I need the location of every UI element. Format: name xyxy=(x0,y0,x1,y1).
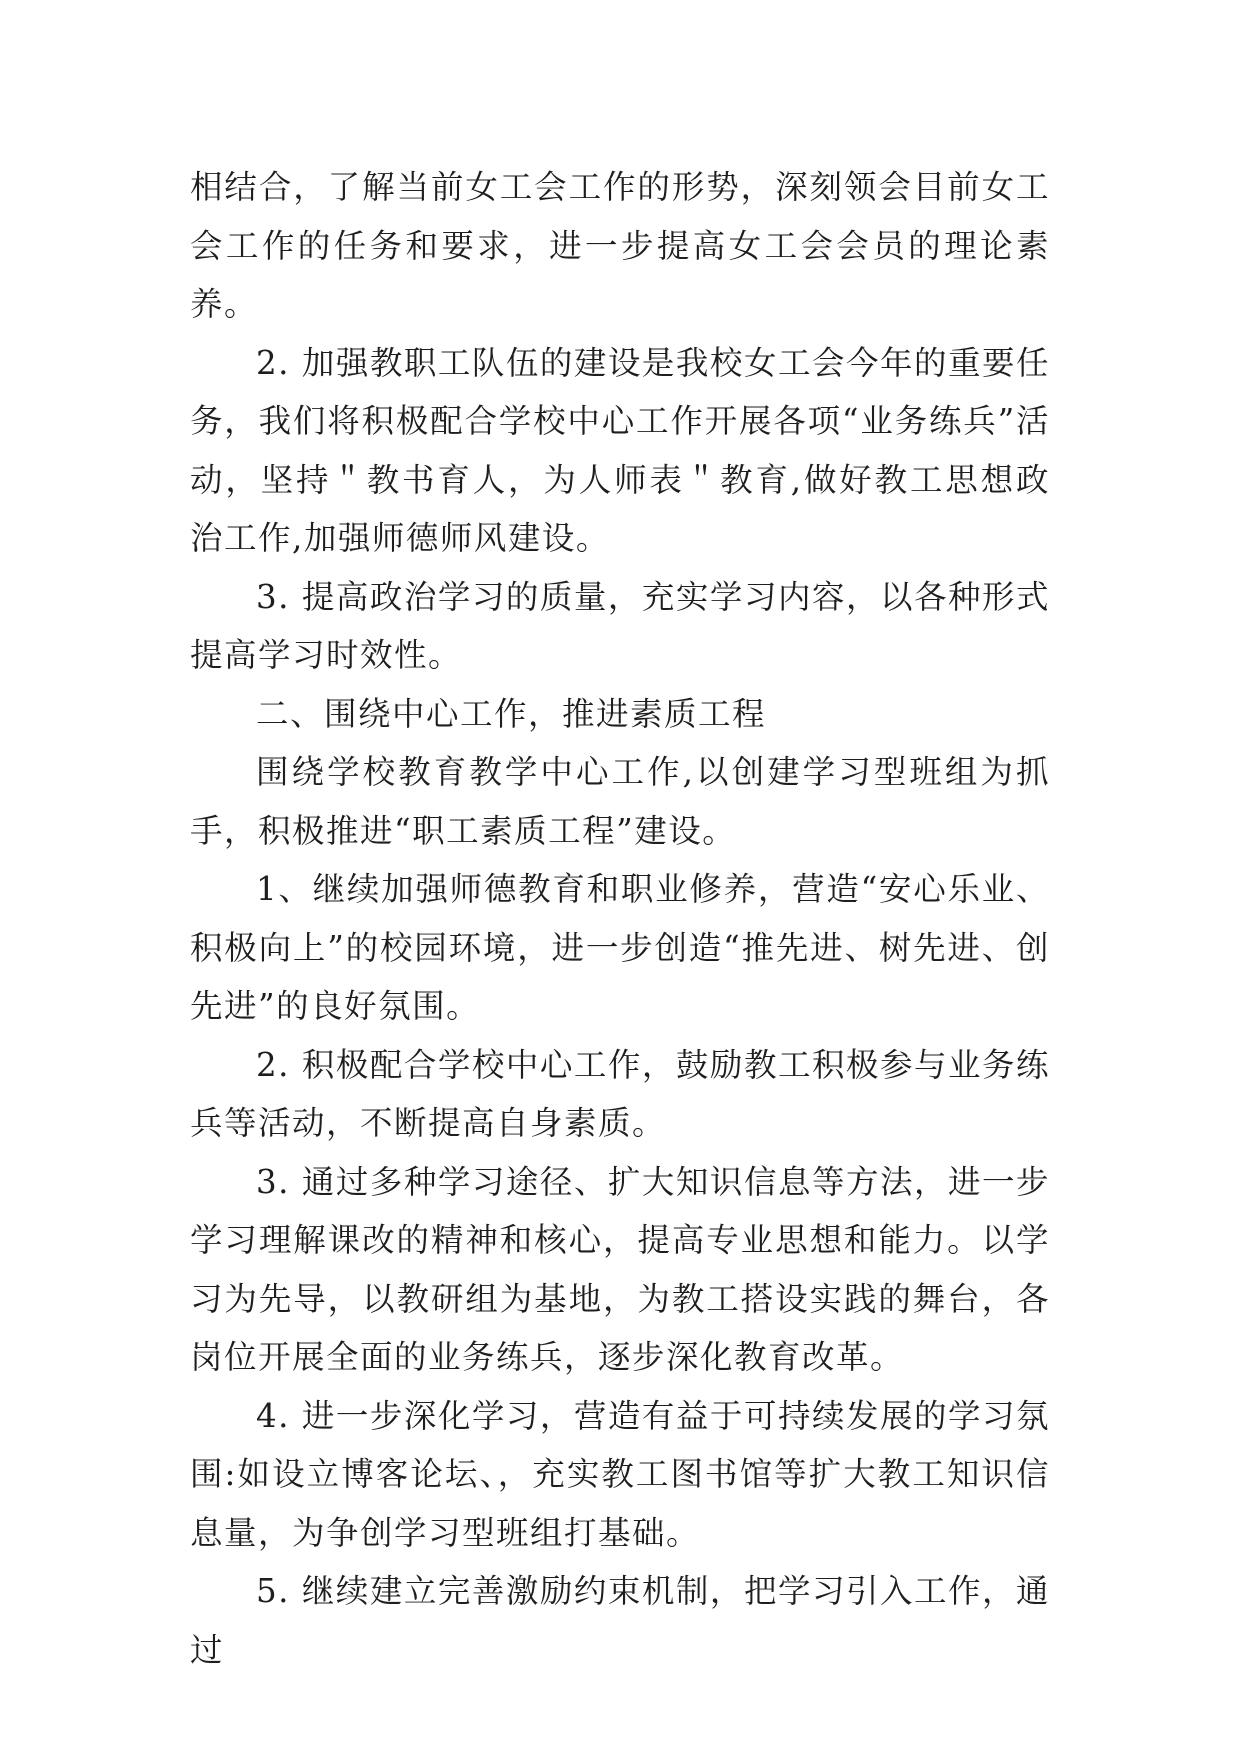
paragraph-item-3-political-study: 3. 提高政治学习的质量，充实学习内容，以各种形式提高学习时效性。 xyxy=(190,577,1050,674)
paragraph-section-intro: 围绕学校教育教学中心工作,以创建学习型班组为抓手，积极推进“职工素质工程”建设。 xyxy=(190,753,1050,850)
paragraph-continuation: 相结合，了解当前女工会工作的形势，深刻领会目前女工会工作的任务和要求，进一步提高女工会会员的理论素养。 xyxy=(190,168,1050,323)
paragraph-item-2-staff-building: 2. 加强教职工队伍的建设是我校女工会今年的重要任务，我们将积极配合学校中心工作开展各项“业务练兵”活动，坚持＂教书育人，为人师表＂教育,做好教工思想政治工作,加强师德师风建设。 xyxy=(190,343,1050,557)
document-body xyxy=(190,158,1050,1679)
paragraph-item-4-deepen-learning: 4. 进一步深化学习，营造有益于可持续发展的学习氛围:如设立博客论坛、，充实教工图书馆等扩大教工知识信息量，为争创学习型班组打基础。 xyxy=(190,1396,1050,1552)
paragraph-item-3-learning-paths: 3. 通过多种学习途径、扩大知识信息等方法，进一步学习理解课改的精神和核心，提高专业思想和能力。以学习为先导，以教研组为基地，为教工搭设实践的舞台，各岗位开展全面的业务练兵，逐步深化教育改革。 xyxy=(190,1162,1050,1376)
paragraph-item-2-training: 2. 积极配合学校中心工作，鼓励教工积极参与业务练兵等活动，不断提高自身素质。 xyxy=(190,1045,1050,1142)
paragraph-item-5-incentive: 5. 继续建立完善激励约束机制，把学习引入工作，通过 xyxy=(190,1572,1050,1669)
paragraph-item-1-ethics: 1、继续加强师德教育和职业修养，营造“安心乐业、积极向上”的校园环境，进一步创造“推先进、树先进、创先进”的良好氛围。 xyxy=(190,870,1050,1025)
section-heading-two: 二、围绕中心工作，推进素质工程 xyxy=(256,694,767,733)
